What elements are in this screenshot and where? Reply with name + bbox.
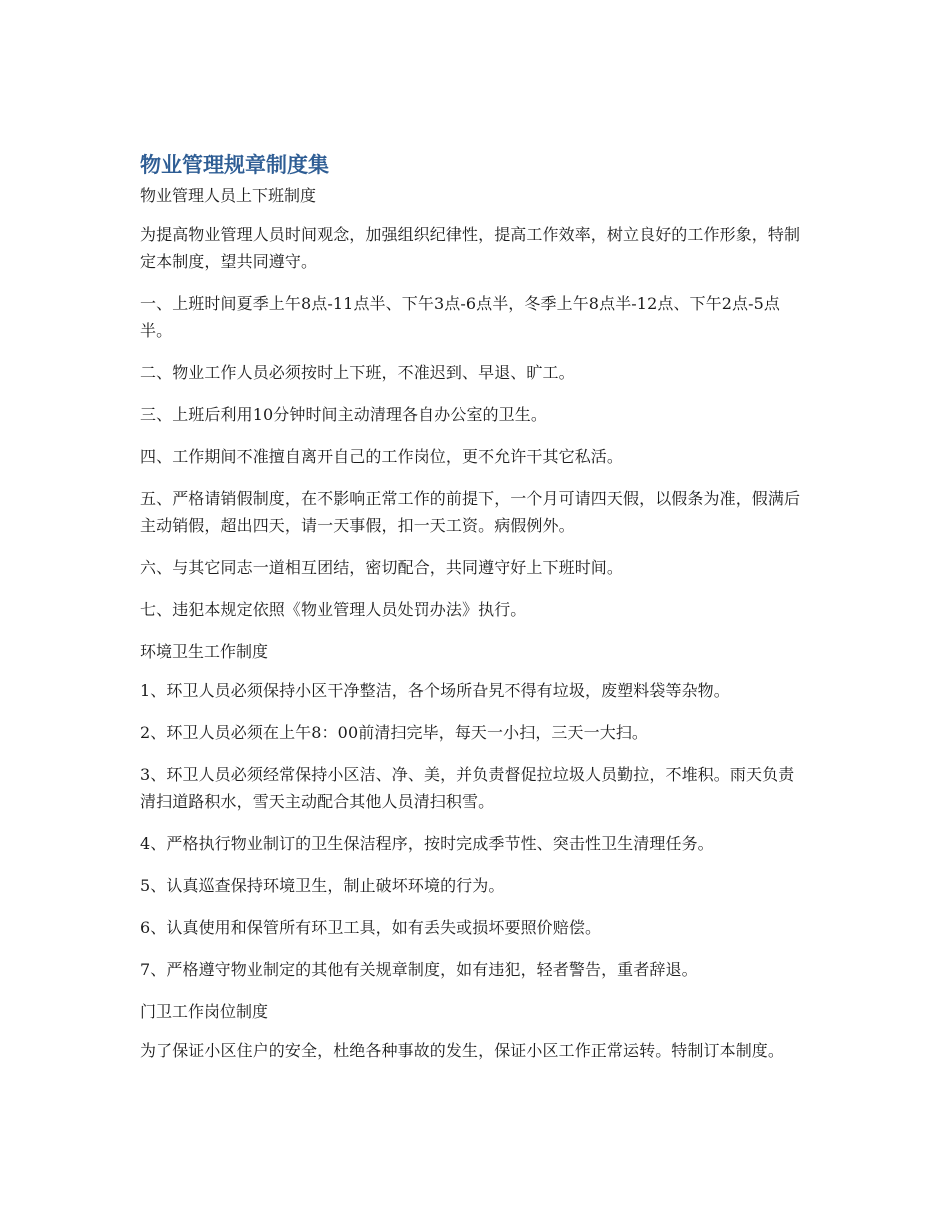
paragraph: 5、认真巡查保持环境卫生，制止破坏环境的行为。: [140, 876, 505, 895]
paragraph: 七、违犯本规定依照《物业管理人员处罚办法》执行。: [140, 600, 527, 619]
paragraph: 三、上班后利用10分钟时间主动清理各自办公室的卫生。: [140, 405, 547, 424]
section-attendance: [140, 182, 810, 623]
paragraph: 4、严格执行物业制订的卫生保洁程序，按时完成季节性、突击性卫生清理任务。: [140, 834, 714, 853]
paragraph: 二、物业工作人员必须按时上下班，不准迟到、早退、旷工。: [140, 363, 575, 382]
section-gatekeeper: [140, 998, 810, 1064]
document-title: 物业管理规章制度集: [140, 153, 329, 177]
document-page: [140, 148, 810, 1079]
paragraph: 7、严格遵守物业制定的其他有关规章制度，如有违犯，轻者警告，重者辞退。: [140, 960, 698, 979]
paragraph: 6、认真使用和保管所有环卫工具，如有丢失或损坏要照价赔偿。: [140, 918, 602, 937]
section-sanitation: [140, 638, 810, 983]
section-heading: 环境卫生工作制度: [140, 642, 269, 661]
paragraph: 一、上班时间夏季上午8点-11点半、下午3点-6点半，冬季上午8点半-12点、下午2点-5点半。: [140, 294, 781, 340]
paragraph: 1、环卫人员必须保持小区干净整洁，各个场所旮旯不得有垃圾，废塑料袋等杂物。: [140, 681, 730, 700]
paragraph: 六、与其它同志一道相互团结，密切配合，共同遵守好上下班时间。: [140, 558, 624, 577]
section-heading: 物业管理人员上下班制度: [140, 186, 317, 205]
paragraph: 四、工作期间不准擅自离开自己的工作岗位，更不允许干其它私活。: [140, 447, 624, 466]
paragraph: 3、环卫人员必须经常保持小区洁、净、美，并负责督促拉垃圾人员勤拉，不堆积。雨天负责清扫道路积水，雪天主动配合其他人员清扫积雪。: [140, 765, 795, 811]
section-heading: 门卫工作岗位制度: [140, 1002, 269, 1021]
paragraph: 五、严格请销假制度，在不影响正常工作的前提下，一个月可请四天假，以假条为准，假满后主动销假，超出四天，请一天事假，扣一天工资。病假例外。: [140, 489, 801, 535]
paragraph: 为了保证小区住户的安全，杜绝各种事故的发生，保证小区工作正常运转。特制订本制度。: [140, 1041, 785, 1060]
paragraph: 2、环卫人员必须在上午8：00前清扫完毕，每天一小扫，三天一大扫。: [140, 723, 649, 742]
paragraph: 为提高物业管理人员时间观念，加强组织纪律性，提高工作效率，树立良好的工作形象，特制定本制度，望共同遵守。: [140, 225, 801, 271]
